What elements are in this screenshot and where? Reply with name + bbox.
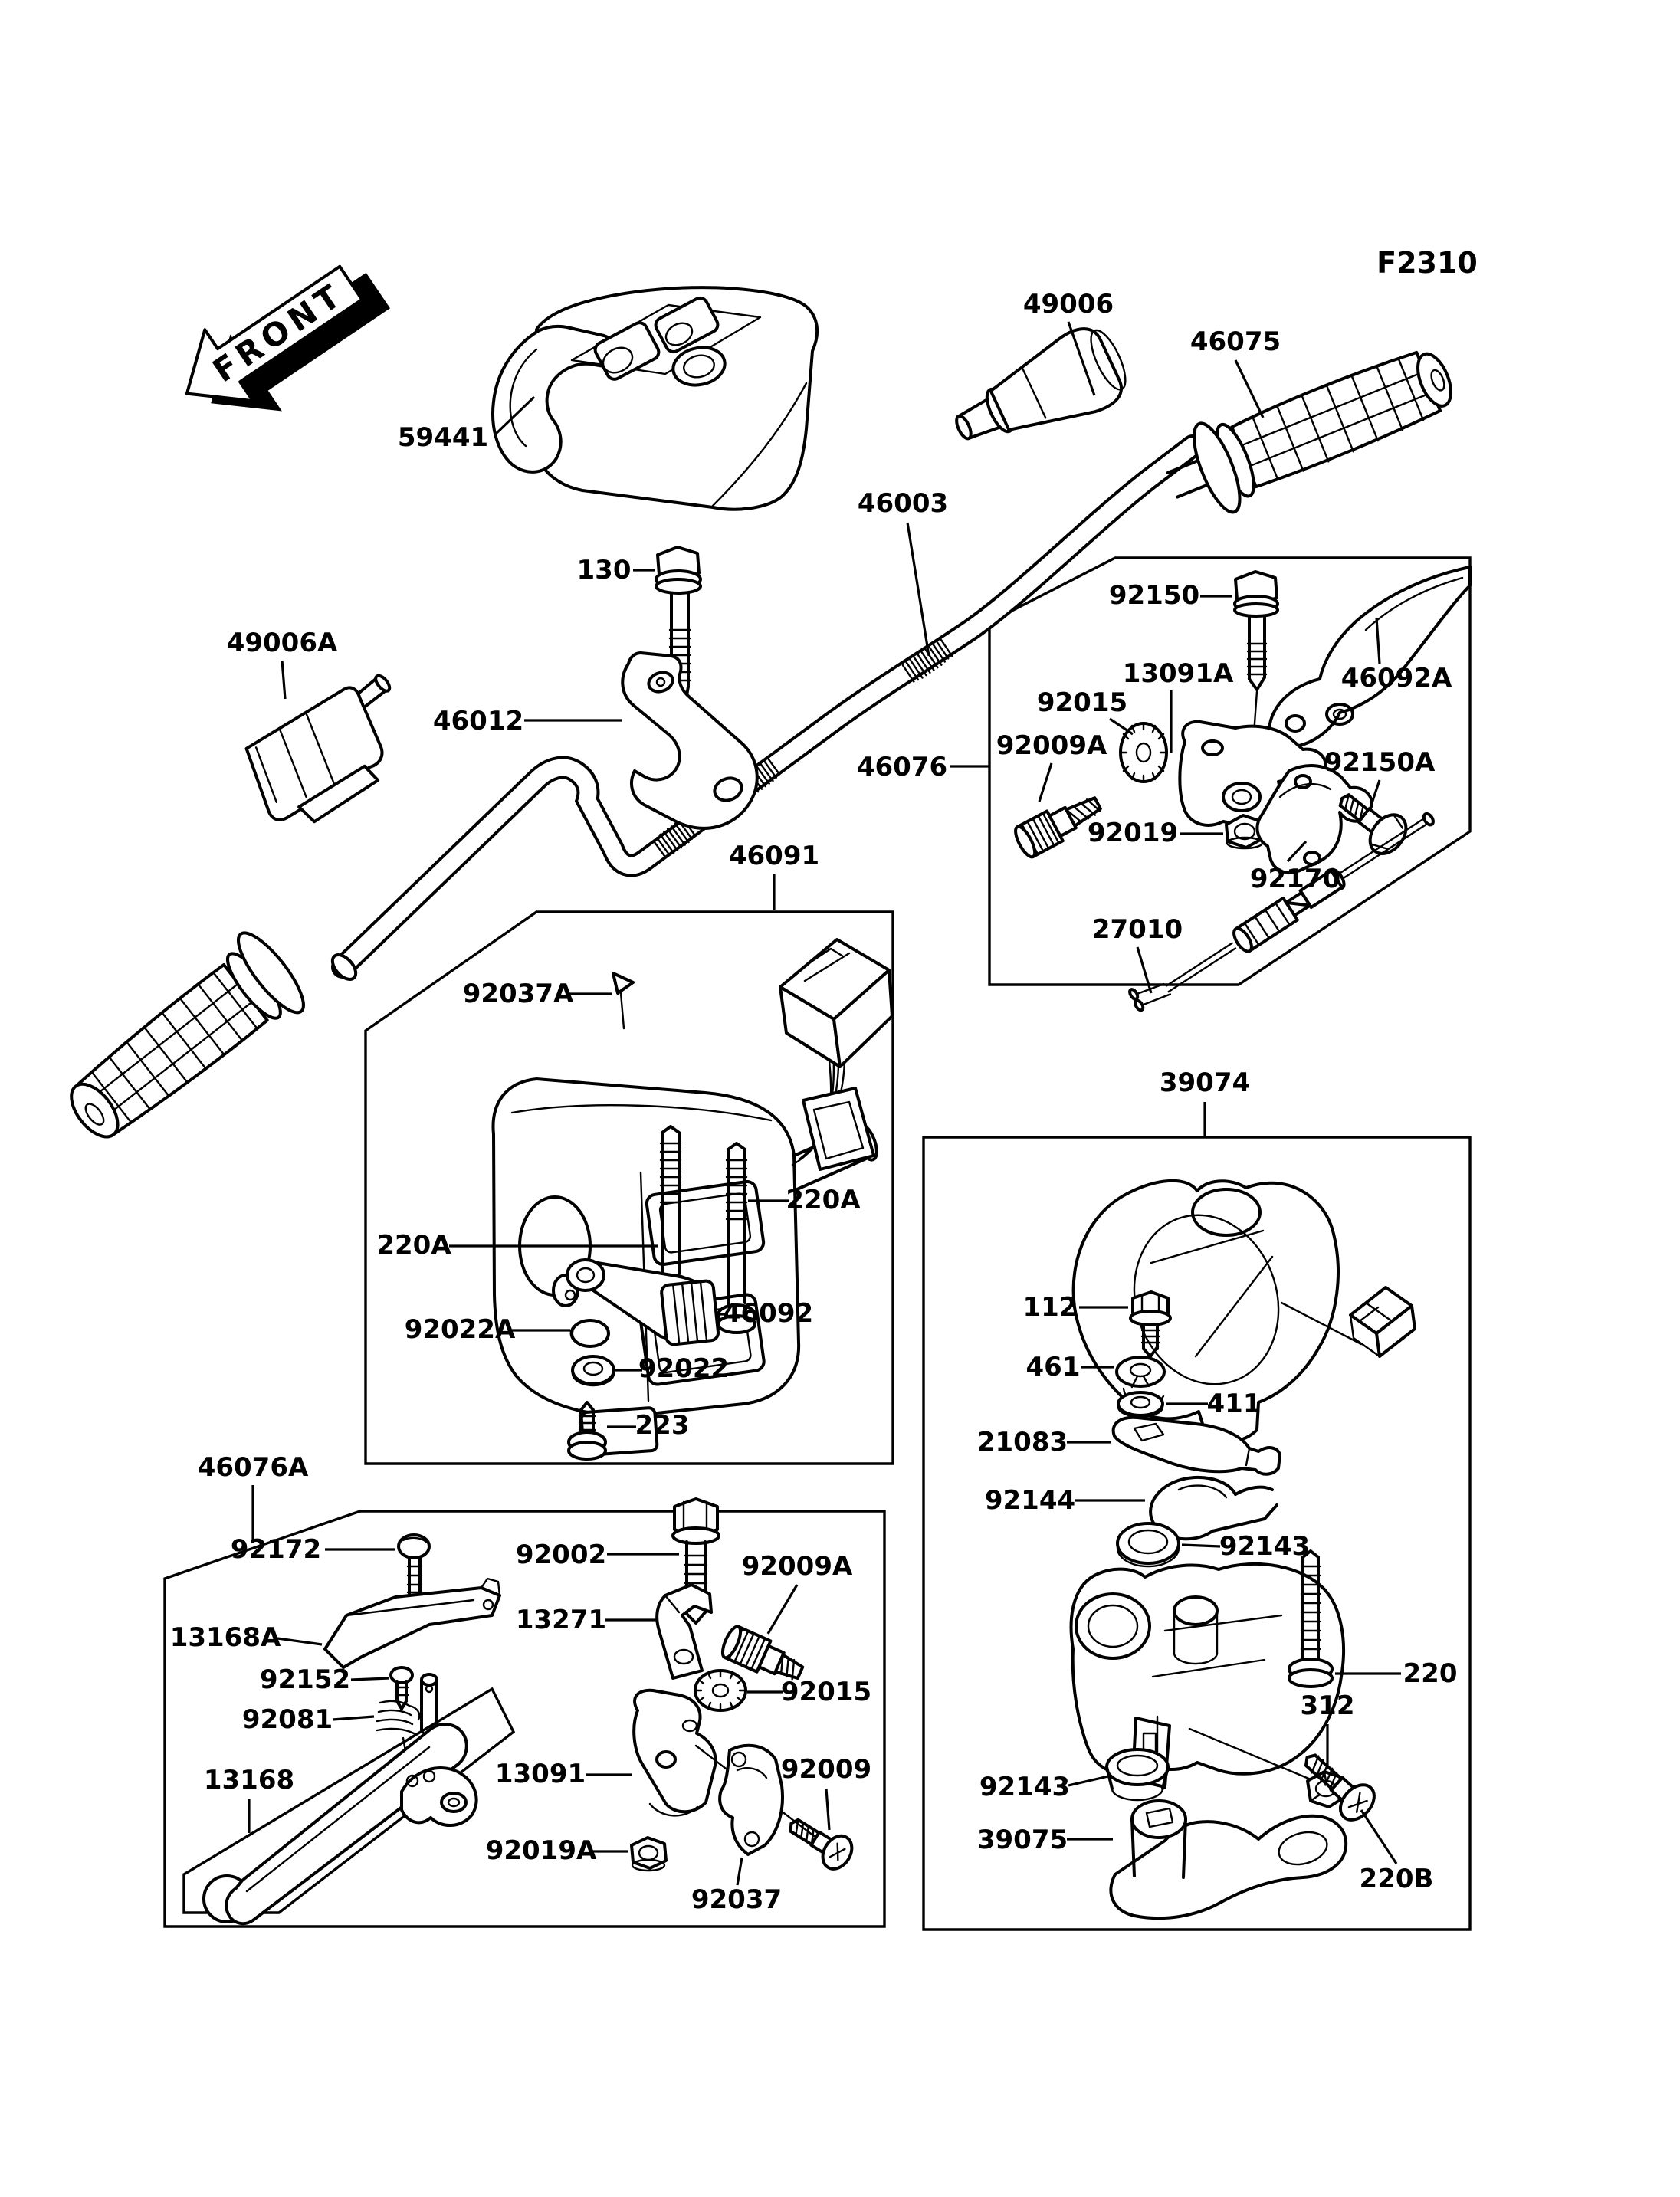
part-label-92143: 92143: [1219, 1531, 1311, 1562]
leader-line-220B: [1361, 1810, 1396, 1864]
part-label-49006: 49006: [1022, 289, 1114, 320]
part-label-92150: 92150: [1108, 580, 1200, 611]
part-label-13091: 13091: [494, 1759, 586, 1789]
part-label-49006A: 49006A: [226, 628, 338, 658]
grip-46075-left-drawing: [51, 925, 313, 1159]
leader-line-92152: [351, 1678, 389, 1680]
cover-59441-drawing: [493, 287, 817, 510]
leader-line-46003: [907, 523, 929, 656]
figure-code: F2310: [1376, 246, 1478, 280]
part-label-46092A: 46092A: [1340, 663, 1452, 694]
part-label-92015: 92015: [780, 1677, 872, 1707]
leader-line-49006A: [282, 661, 285, 699]
grip-46075-right-drawing: [1155, 331, 1465, 530]
nut-92019A-drawing: [632, 1838, 666, 1871]
ring-92143-upper-drawing: [1117, 1523, 1179, 1566]
pin-92037A-drawing: [613, 973, 633, 1028]
part-label-220B: 220B: [1359, 1864, 1434, 1894]
part-label-92022A: 92022A: [404, 1314, 516, 1345]
leader-line-92150A: [1370, 780, 1380, 808]
part-label-92037A: 92037A: [462, 979, 574, 1009]
leader-line-92081: [333, 1717, 374, 1720]
clip-bracket-drawing: [1350, 1287, 1415, 1356]
part-label-112: 112: [1022, 1292, 1078, 1323]
front-arrow-label: FRONT: [205, 274, 352, 390]
brake-lever-46092A-drawing: [1270, 567, 1470, 747]
leader-line-92009: [826, 1789, 829, 1830]
clamp-46012-drawing: [622, 653, 756, 828]
part-label-220A: 220A: [376, 1230, 451, 1261]
part-label-46075: 46075: [1189, 326, 1281, 357]
washer-461-drawing: [1117, 1357, 1164, 1387]
part-label-39075: 39075: [976, 1825, 1068, 1855]
dust-boot-49006A-drawing: [235, 671, 429, 838]
part-label-92081: 92081: [241, 1704, 333, 1735]
part-label-13271: 13271: [515, 1605, 607, 1635]
leader-line-13168A: [277, 1638, 322, 1644]
part-label-59441: 59441: [397, 422, 489, 453]
part-label-92009: 92009: [780, 1754, 872, 1785]
brake-lever-13168-drawing: [204, 1724, 477, 1923]
part-label-21083: 21083: [976, 1427, 1068, 1458]
part-label-46076A: 46076A: [197, 1452, 309, 1483]
part-label-27010: 27010: [1091, 914, 1183, 945]
wire-connector-drawing: [780, 939, 892, 1169]
part-label-92144: 92144: [984, 1485, 1076, 1516]
part-label-13168: 13168: [203, 1765, 295, 1795]
part-label-92015: 92015: [1036, 687, 1128, 718]
part-label-461: 461: [1025, 1352, 1081, 1382]
leader-line-92143: [1068, 1776, 1108, 1785]
leader-line-92037: [737, 1858, 742, 1885]
part-label-92152: 92152: [259, 1664, 351, 1695]
knob-92015-lower-drawing: [695, 1671, 746, 1710]
leader-line-92009A: [1039, 763, 1052, 802]
washer-411-drawing: [1118, 1392, 1163, 1417]
screw-92009-drawing: [782, 1808, 858, 1874]
part-label-39074: 39074: [1159, 1067, 1251, 1098]
part-label-220A: 220A: [786, 1185, 861, 1215]
part-label-92037: 92037: [691, 1884, 783, 1915]
lockwasher-92015-drawing: [1121, 723, 1166, 782]
part-label-92143: 92143: [979, 1772, 1071, 1802]
part-label-130: 130: [576, 555, 632, 585]
leader-line-92009A: [768, 1585, 797, 1634]
part-label-312: 312: [1300, 1690, 1355, 1721]
part-label-46076: 46076: [856, 752, 948, 782]
washer-92022-drawing: [573, 1356, 614, 1385]
part-label-92019: 92019: [1087, 818, 1179, 848]
part-label-92019A: 92019A: [485, 1835, 597, 1866]
part-label-92022: 92022: [638, 1353, 730, 1384]
clamp-92037-drawing: [720, 1746, 783, 1854]
leader-line-46075: [1235, 360, 1263, 418]
throttle-boot-49006-drawing: [941, 318, 1136, 468]
part-label-13091A: 13091A: [1122, 658, 1234, 689]
part-label-92150A: 92150A: [1324, 747, 1436, 778]
leader-line-27010: [1137, 947, 1151, 993]
bushing-92143-lower-drawing: [1107, 1749, 1168, 1800]
washer-clip-92022A-drawing: [571, 1320, 609, 1346]
part-label-411: 411: [1206, 1389, 1262, 1419]
part-label-46091: 46091: [728, 841, 820, 871]
leader-line-92015: [1110, 719, 1133, 734]
bracket-13271-drawing: [657, 1585, 711, 1678]
front-arrow: [163, 238, 401, 448]
leader-line-92143: [1182, 1545, 1220, 1546]
part-label-46092: 46092: [722, 1298, 814, 1329]
part-label-223: 223: [635, 1410, 690, 1441]
part-label-220: 220: [1403, 1658, 1458, 1689]
part-label-92172: 92172: [230, 1534, 322, 1565]
part-label-92009A: 92009A: [741, 1551, 853, 1582]
part-label-92009A: 92009A: [996, 730, 1107, 761]
part-label-13168A: 13168A: [169, 1622, 281, 1653]
part-label-92170: 92170: [1249, 864, 1341, 894]
throttle-lever-39075-drawing: [1111, 1801, 1346, 1918]
part-label-92002: 92002: [515, 1540, 607, 1570]
part-label-46003: 46003: [857, 488, 949, 519]
part-label-46012: 46012: [432, 706, 524, 736]
